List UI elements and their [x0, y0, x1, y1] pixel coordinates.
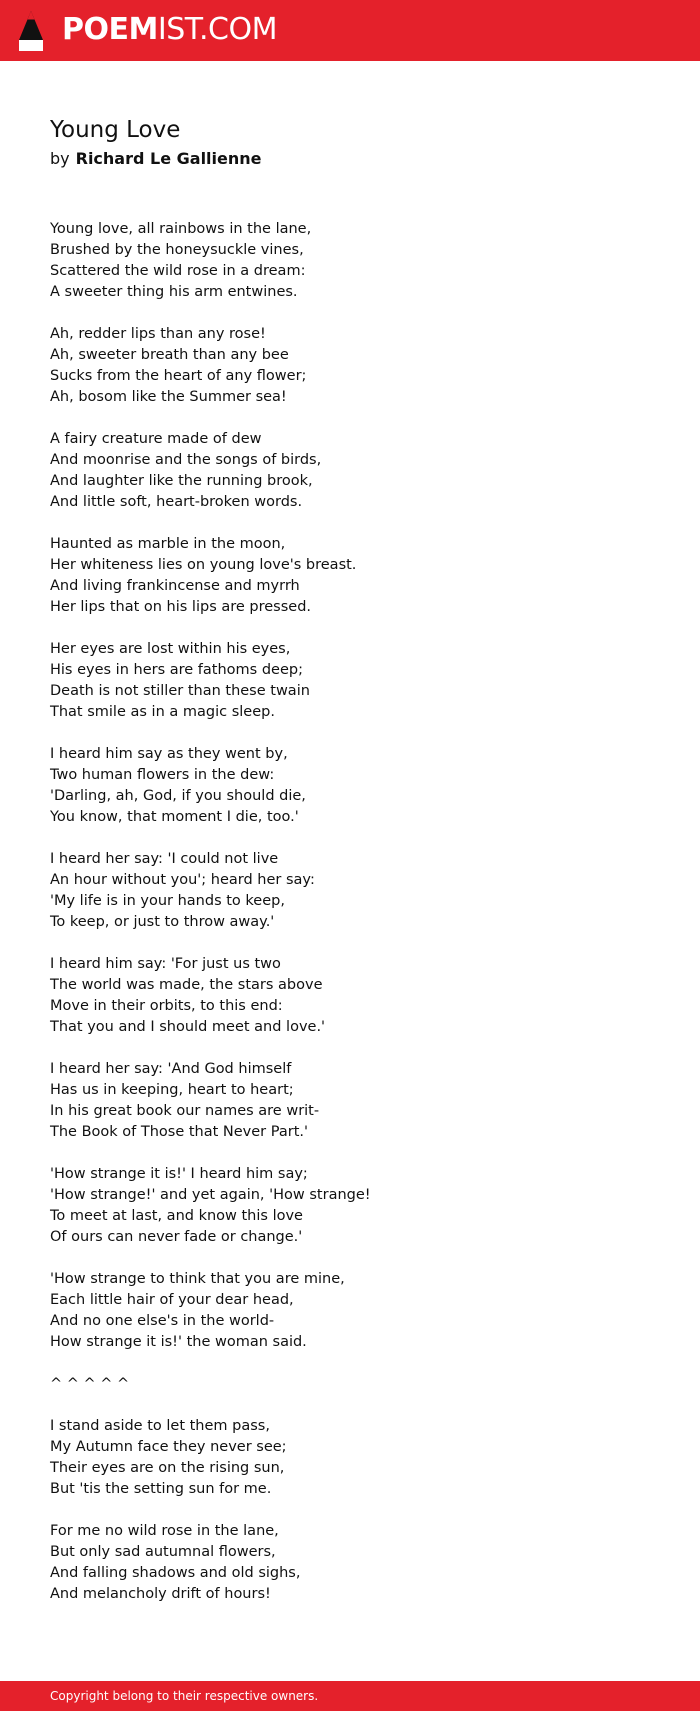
author-name: Richard Le Gallienne [75, 149, 262, 168]
poem-line: And laughter like the running brook, [50, 473, 313, 489]
poem-line: The world was made, the stars above [50, 977, 323, 993]
poem-line: Ah, bosom like the Summer sea! [50, 389, 287, 405]
poem-line: How strange it is!' the woman said. [50, 1334, 307, 1350]
poem-stanza [50, 639, 650, 723]
poem-line: 'How strange it is!' I heard him say; [50, 1166, 308, 1182]
poem-line: A sweeter thing his arm entwines. [50, 284, 298, 300]
pencil-tip-icon [16, 10, 46, 52]
poem-line: Young love, all rainbows in the lane, [50, 221, 312, 237]
poem-line: Brushed by the honeysuckle vines, [50, 242, 304, 258]
poem-line: And melancholy drift of hours! [50, 1586, 271, 1602]
poem-line: An hour without you'; heard her say: [50, 872, 315, 888]
poem-line: Her whiteness lies on young love's breast. [50, 557, 357, 573]
poem-line: Each little hair of your dear head, [50, 1292, 294, 1308]
poem-stanza [50, 1416, 650, 1500]
poem-line: I heard him say as they went by, [50, 746, 288, 762]
poem-line: I heard her say: 'I could not live [50, 851, 279, 867]
poem-stanza [50, 1374, 650, 1395]
poem-line: Has us in keeping, heart to heart; [50, 1082, 294, 1098]
poem-stanza [50, 744, 650, 828]
poem-stanza [50, 324, 650, 408]
poem-line: That smile as in a magic sleep. [50, 704, 275, 720]
poem-line: A fairy creature made of dew [50, 431, 262, 447]
logo-light-text: IST.COM [157, 12, 277, 47]
poem-line: Their eyes are on the rising sun, [50, 1460, 285, 1476]
poem-line: And living frankincense and myrrh [50, 578, 300, 594]
poem-line: Her lips that on his lips are pressed. [50, 599, 312, 615]
poem-line: The Book of Those that Never Part.' [50, 1124, 308, 1140]
poem-line: 'How strange!' and yet again, 'How strange! [50, 1187, 371, 1203]
poem-stanza [50, 1059, 650, 1143]
site-header [0, 0, 700, 61]
poem-line: ^ ^ ^ ^ ^ [50, 1376, 130, 1392]
poem-line: And moonrise and the songs of birds, [50, 452, 322, 468]
poem-line: 'My life is in your hands to keep, [50, 893, 285, 909]
poem-title: Young Love [50, 117, 181, 143]
poem-line: To keep, or just to throw away.' [50, 914, 275, 930]
poem-line: That you and I should meet and love.' [50, 1019, 326, 1035]
poem-line: 'How strange to think that you are mine, [50, 1271, 345, 1287]
poem-line: Scattered the wild rose in a dream: [50, 263, 306, 279]
poem-line: And no one else's in the world- [50, 1313, 275, 1329]
poem-stanza [50, 954, 650, 1038]
footer-copyright: Copyright belong to their respective owners. [50, 1689, 319, 1703]
poem-line: Ah, redder lips than any rose! [50, 326, 266, 342]
poem-line: But 'tis the setting sun for me. [50, 1481, 272, 1497]
poem-line: Ah, sweeter breath than any bee [50, 347, 289, 363]
poem-line: I heard him say: 'For just us two [50, 956, 281, 972]
poem-line: Two human flowers in the dew: [50, 767, 275, 783]
poem-stanza [50, 1164, 650, 1248]
poem-stanza [50, 849, 650, 933]
poem-stanza [50, 429, 650, 513]
poem-line: I heard her say: 'And God himself [50, 1061, 292, 1077]
poem-line: Sucks from the heart of any flower; [50, 368, 307, 384]
poem-line: Move in their orbits, to this end: [50, 998, 283, 1014]
poem-line: Death is not stiller than these twain [50, 683, 310, 699]
logo-bold-text: POEM [62, 12, 158, 47]
byline-label: by [50, 149, 70, 168]
poem-stanza [50, 534, 650, 618]
poem-line: Of ours can never fade or change.' [50, 1229, 303, 1245]
poem-line: I stand aside to let them pass, [50, 1418, 270, 1434]
poem-line: In his great book our names are writ- [50, 1103, 320, 1119]
poem-line: His eyes in hers are fathoms deep; [50, 662, 303, 678]
poem-line: To meet at last, and know this love [50, 1208, 303, 1224]
poem-stanza [50, 219, 650, 303]
poem-line: 'Darling, ah, God, if you should die, [50, 788, 306, 804]
poem-line: You know, that moment I die, too.' [50, 809, 299, 825]
poem-line: Haunted as marble in the moon, [50, 536, 286, 552]
site-logo[interactable] [62, 9, 277, 51]
poem-line: And falling shadows and old sighs, [50, 1565, 301, 1581]
poem-line: And little soft, heart-broken words. [50, 494, 303, 510]
site-footer [0, 1681, 700, 1711]
poem-stanza [50, 1269, 650, 1353]
poem-line: Her eyes are lost within his eyes, [50, 641, 291, 657]
poem-stanza [50, 1521, 650, 1605]
poem-body [50, 219, 650, 1626]
byline [50, 148, 262, 170]
poem-line: For me no wild rose in the lane, [50, 1523, 279, 1539]
poem-line: My Autumn face they never see; [50, 1439, 287, 1455]
poem-line: But only sad autumnal flowers, [50, 1544, 276, 1560]
